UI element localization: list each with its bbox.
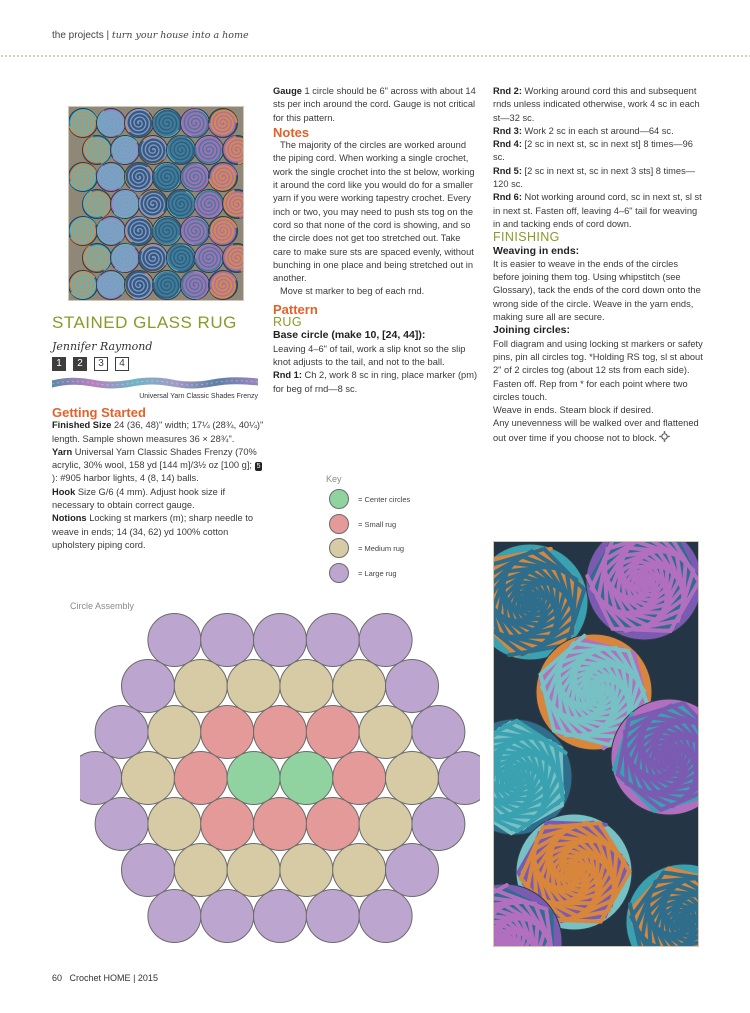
diagram-circle-medium bbox=[148, 706, 201, 759]
diagram-circle-small bbox=[333, 752, 386, 805]
yarn-paragraph bbox=[52, 446, 264, 486]
page-footer bbox=[52, 973, 158, 983]
rnd-4-text: [2 sc in next st, sc in next st] 8 times—96 sc. bbox=[493, 139, 693, 163]
diagram-circle-medium bbox=[148, 798, 201, 851]
crochet-circle bbox=[125, 109, 154, 138]
page-number: 60 bbox=[52, 973, 63, 983]
pattern-heading: Pattern bbox=[273, 301, 318, 317]
crochet-circle bbox=[195, 190, 224, 219]
crochet-circle bbox=[97, 271, 126, 300]
diagram-circle-large bbox=[201, 614, 254, 667]
crochet-circle bbox=[153, 163, 182, 192]
crochet-circle bbox=[69, 163, 98, 192]
notions-paragraph bbox=[52, 512, 264, 552]
diagram-circle-large bbox=[122, 660, 175, 713]
hook-text: Size G/6 (4 mm). Adjust hook size if necessary to obtain correct gauge. bbox=[52, 486, 226, 511]
middle-column bbox=[273, 85, 481, 396]
crochet-circle bbox=[69, 109, 98, 138]
diagram-circle-medium bbox=[174, 660, 227, 713]
hook-label: Hook bbox=[52, 486, 76, 497]
diagram-circle-medium bbox=[333, 844, 386, 897]
circle-assembly-diagram bbox=[80, 612, 480, 947]
rnd-5-paragraph bbox=[493, 165, 703, 192]
diagram-circle-medium bbox=[359, 798, 412, 851]
key-item-small bbox=[329, 514, 396, 534]
final-text-2 bbox=[493, 417, 703, 445]
end-mark-icon bbox=[659, 431, 670, 442]
crochet-circle bbox=[181, 109, 210, 138]
key-item-center bbox=[329, 489, 410, 509]
rnd-2-paragraph bbox=[493, 85, 703, 125]
diagram-circle-large bbox=[95, 798, 148, 851]
base-circle-intro: Leaving 4–6" of tail, work a slip knot so the slip knot adjusts to the tail, and not to the ball. bbox=[273, 343, 466, 367]
diagram-circle-large bbox=[386, 844, 439, 897]
gauge-label: Gauge bbox=[273, 86, 302, 96]
rnd-3-paragraph bbox=[493, 125, 703, 138]
key-label-medium: = Medium rug bbox=[358, 543, 405, 553]
crochet-circle bbox=[83, 136, 112, 165]
key-label-large: = Large rug bbox=[358, 568, 397, 578]
diagram-circle-medium bbox=[280, 844, 333, 897]
rnd-1-text: Ch 2, work 8 sc in ring, place marker (pm) for beg of rnd—8 sc. bbox=[273, 370, 478, 394]
rnd-6-paragraph bbox=[493, 191, 703, 231]
gauge-text: 1 circle should be 6" across with about 14 sts per inch around the cord. Gauge is not critical for this pattern. bbox=[273, 86, 476, 123]
diagram-circle-medium bbox=[227, 660, 280, 713]
diagram-circle-medium bbox=[386, 752, 439, 805]
rnd-3-label: Rnd 3: bbox=[493, 125, 522, 136]
crochet-circle bbox=[209, 217, 238, 246]
rnd-2-label: Rnd 2: bbox=[493, 86, 522, 96]
rnd-5-text: [2 sc in next st, sc in next 3 sts] 8 times—120 sc. bbox=[493, 165, 696, 190]
yarn-text: Universal Yarn Classic Shades Frenzy (70% acrylic, 30% wool, 158 yd [144 m]/3½ oz [100 g]; bbox=[52, 446, 257, 471]
rnd-5-label: Rnd 5: bbox=[493, 165, 522, 176]
publication-year: 2015 bbox=[137, 973, 158, 983]
crochet-circle bbox=[97, 163, 126, 192]
rnd-4-paragraph bbox=[493, 138, 703, 165]
diagram-circle-large bbox=[306, 890, 359, 943]
diagram-circle-medium bbox=[359, 706, 412, 759]
yarn-weight-icon: 5 bbox=[256, 463, 261, 471]
diagram-circle-large bbox=[122, 844, 175, 897]
diagram-circle-small bbox=[254, 706, 307, 759]
skill-level-1: 1 bbox=[52, 357, 66, 371]
skill-level-3: 3 bbox=[94, 357, 108, 371]
right-column bbox=[493, 85, 703, 445]
rnd-3-text: Work 2 sc in each st around—64 sc. bbox=[521, 125, 674, 136]
base-circle-heading: Base circle (make 10, [24, 44]): bbox=[273, 329, 426, 342]
crochet-circle bbox=[153, 217, 182, 246]
notes-paragraph-2: Move st marker to beg of each rnd. bbox=[280, 286, 425, 297]
diagram-circle-small bbox=[306, 798, 359, 851]
diagram-circle-large bbox=[438, 752, 480, 805]
diagram-circle-large bbox=[386, 660, 439, 713]
crochet-circle bbox=[153, 109, 182, 138]
diagram-circle-large bbox=[254, 890, 307, 943]
diagram-circle-small bbox=[201, 706, 254, 759]
skill-level-2: 2 bbox=[73, 357, 87, 371]
diagram-circle-large bbox=[95, 706, 148, 759]
crochet-circle bbox=[139, 190, 168, 219]
rnd-2-text: Working around cord this and subsequent rnds unless indicated otherwise, work 4 sc in each st—32 sc. bbox=[493, 86, 700, 123]
crochet-circle bbox=[209, 271, 238, 300]
notes-heading: Notes bbox=[273, 124, 310, 140]
diagram-circle-medium bbox=[333, 660, 386, 713]
gauge-paragraph bbox=[273, 85, 481, 125]
diagram-circle-large bbox=[412, 706, 465, 759]
closeup-photo bbox=[493, 541, 699, 947]
crochet-circle bbox=[111, 244, 140, 273]
diagram-circle-large bbox=[306, 614, 359, 667]
header-dotted-rule bbox=[0, 54, 750, 58]
skill-level-indicator bbox=[52, 357, 129, 371]
rug-photo bbox=[68, 106, 244, 301]
key-label-small: = Small rug bbox=[358, 519, 397, 529]
joining-text: Foll diagram and using locking st markers or safety pins, pin all circles tog. *Holding RS tog, sl st about 2" of 2 circles tog (about 12 sts from each side). Fasten off. Rep from * for each point where two circles touch. bbox=[493, 338, 703, 402]
weaving-text: It is easier to weave in the ends of the circles before joining them tog. Using whipstitch (see Glossary), tack the ends of the cord down onto the wrong side of the circle. Weave in the yarn ends, making sure all are secure. bbox=[493, 258, 701, 323]
crochet-circle bbox=[69, 271, 98, 300]
crochet-circle bbox=[167, 190, 196, 219]
weaving-heading: Weaving in ends: bbox=[493, 244, 580, 257]
finished-size-paragraph bbox=[52, 419, 264, 446]
crochet-circle bbox=[181, 163, 210, 192]
closeup-photo-illustration bbox=[494, 542, 698, 946]
crochet-circle bbox=[167, 244, 196, 273]
diagram-circle-medium bbox=[227, 844, 280, 897]
crochet-circle bbox=[181, 271, 210, 300]
diagram-circle-large bbox=[412, 798, 465, 851]
skill-level-4: 4 bbox=[115, 357, 129, 371]
crochet-circle bbox=[125, 163, 154, 192]
crochet-circle bbox=[83, 244, 112, 273]
key-item-large bbox=[329, 563, 397, 583]
diagram-circle-medium bbox=[280, 660, 333, 713]
diagram-circle-large bbox=[148, 614, 201, 667]
crochet-circle bbox=[97, 217, 126, 246]
crochet-circle bbox=[209, 109, 238, 138]
crochet-circle bbox=[111, 136, 140, 165]
rnd-1-label: Rnd 1: bbox=[273, 370, 302, 381]
diagram-title: Circle Assembly bbox=[70, 601, 135, 611]
crochet-circle bbox=[83, 190, 112, 219]
notions-label: Notions bbox=[52, 513, 87, 524]
notions-text: Locking st markers (m); sharp needle to weave in ends; 14 (34, 62) yd 100% cotton upholstery piping cord. bbox=[52, 513, 253, 550]
crochet-circle bbox=[139, 244, 168, 273]
diagram-circle-large bbox=[359, 614, 412, 667]
crochet-circle bbox=[111, 190, 140, 219]
project-title: STAINED GLASS RUG bbox=[52, 313, 237, 332]
yarn-sample-strip bbox=[52, 377, 258, 389]
diagram-circle-large bbox=[359, 890, 412, 943]
hook-paragraph bbox=[52, 486, 264, 513]
diagram-circle-center bbox=[227, 752, 280, 805]
key-title: Key bbox=[326, 474, 342, 484]
crochet-circle bbox=[195, 244, 224, 273]
key-swatch-small bbox=[329, 514, 349, 534]
crochet-circle bbox=[125, 271, 154, 300]
crochet-circle bbox=[181, 217, 210, 246]
publication-name: Crochet HOME bbox=[69, 973, 131, 983]
key-item-medium bbox=[329, 538, 404, 558]
rnd-4-label: Rnd 4: bbox=[493, 139, 522, 150]
key-swatch-large bbox=[329, 563, 349, 583]
diagram-circle-large bbox=[254, 614, 307, 667]
final-text-1: Weave in ends. Steam block if desired. bbox=[493, 405, 654, 416]
rnd-1-paragraph bbox=[273, 369, 481, 396]
finished-size-text: 24 (36, 48)" width; 17¼ (28¾, 40¼)" length. Sample shown measures 36 × 28¾". bbox=[52, 420, 264, 444]
key-label-center: = Center circles bbox=[358, 494, 411, 504]
footer-divider: | bbox=[133, 973, 136, 983]
diagram-circle-small bbox=[254, 798, 307, 851]
notes-paragraph-1: The majority of the circles are worked around the piping cord. When working a single crochet, work the single crochet into the st below, working it around the cord like you would do for a smaller yarn if you were working tapestry crochet. Every inch or two, you may need to push sts tog on the cord so that none of the cord is showing, and so the circle does not get too stretched out. Take care to make sure sts are spaced evenly, without bunching in one place and being stretched out in another. bbox=[273, 140, 475, 284]
getting-started-section bbox=[52, 406, 264, 552]
diagram-circle-large bbox=[80, 752, 122, 805]
key-swatch-medium bbox=[329, 538, 349, 558]
crochet-circle bbox=[209, 163, 238, 192]
crochet-circle bbox=[139, 136, 168, 165]
joining-heading: Joining circles: bbox=[493, 324, 571, 337]
diagram-circle-large bbox=[148, 890, 201, 943]
diagram-circle-medium bbox=[174, 844, 227, 897]
yarn-label: Yarn bbox=[52, 446, 73, 457]
final-text-2-body: Any unevenness will be walked over and flattened out over time if you choose not to block. bbox=[493, 418, 699, 443]
section-name: the projects bbox=[52, 30, 104, 41]
rnd-6-label: Rnd 6: bbox=[493, 192, 522, 203]
diagram-circle-center bbox=[280, 752, 333, 805]
diagram-circle-small bbox=[174, 752, 227, 805]
crochet-circle bbox=[69, 217, 98, 246]
crochet-circle bbox=[195, 136, 224, 165]
diagram-circle-small bbox=[201, 798, 254, 851]
crochet-circle bbox=[167, 136, 196, 165]
yarn-text-2: ): #905 harbor lights, 4 (8, 14) balls. bbox=[52, 473, 199, 484]
rug-subheading: RUG bbox=[273, 315, 302, 330]
crochet-circle bbox=[125, 217, 154, 246]
rnd-6-text: Not working around cord, sc in next st, sl st in next st. Fasten off, leaving 4–6" tail for weaving in and tacking ends of cord down. bbox=[493, 192, 702, 229]
header-tagline: turn your house into a home bbox=[111, 30, 249, 41]
getting-started-heading: Getting Started bbox=[52, 405, 146, 420]
diagram-circle-small bbox=[306, 706, 359, 759]
running-header bbox=[52, 30, 249, 41]
key-swatch-center bbox=[329, 489, 349, 509]
rug-photo-illustration bbox=[69, 107, 243, 300]
finishing-heading: FINISHING bbox=[493, 230, 560, 245]
crochet-circle bbox=[153, 271, 182, 300]
yarn-caption: Universal Yarn Classic Shades Frenzy bbox=[139, 393, 258, 400]
header-divider: | bbox=[106, 30, 110, 41]
diagram-circle-medium bbox=[122, 752, 175, 805]
diagram-circle-large bbox=[201, 890, 254, 943]
author-name: Jennifer Raymond bbox=[52, 340, 153, 353]
finished-size-label: Finished Size bbox=[52, 420, 112, 431]
crochet-circle bbox=[97, 109, 126, 138]
